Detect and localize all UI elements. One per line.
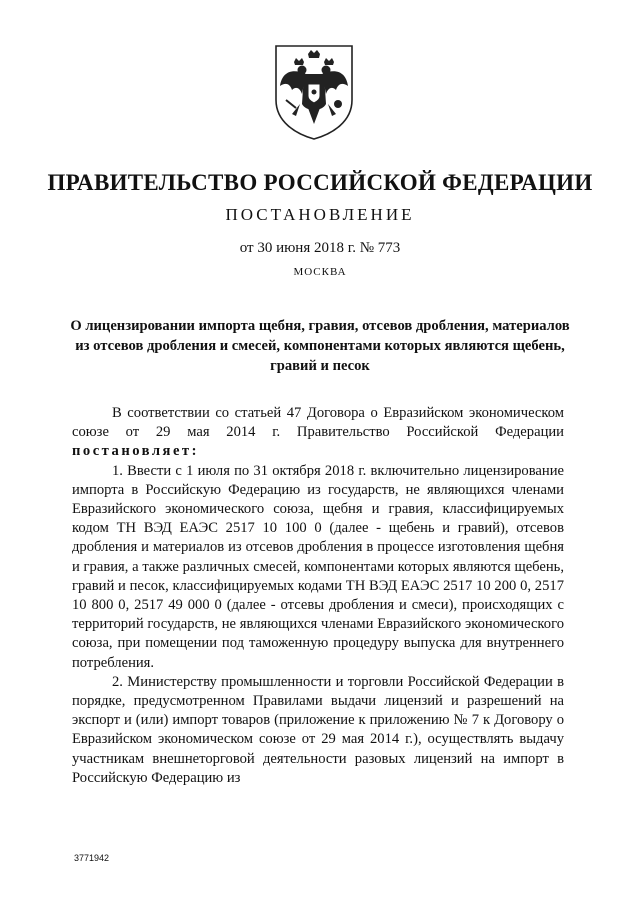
document-body [72,404,564,788]
paragraph-1: 1. Ввести с 1 июля по 31 октября 2018 г. включительно лицензирование импорта в Российскую Федерацию из государств, не являющихся членами Евразийского экономического союза, щебня и гравия, классифицируемых кодом ТН ВЭД ЕАЭС 2517 10 100 0 (далее - щебень и гравий), отсевов дробления и материалов из отсевов дробления в процессе изготовления щебня и гравия, а также различных смесей, компонентами которых являются щебень, гравий и песок, классифицируемых кодами ТН ВЭД ЕАЭС 2517 10 200 0, 2517 10 800 0, 2517 49 000 0 (далее - отсевы дробления и смеси), происходящих с территорий государств, не являющихся членами Евразийского экономического союза, при помещении под таможенную процедуру выпуска для внутреннего потребления. [72,462,564,671]
document-type: ПОСТАНОВЛЕНИЕ [225,205,415,224]
russian-coat-of-arms-icon [272,42,356,142]
government-title: ПРАВИТЕЛЬСТВО РОССИЙСКОЙ ФЕДЕРАЦИИ [47,170,593,195]
document-code: 3771942 [74,853,110,863]
document-city: МОСКВА [293,266,347,278]
intro-emphasis: постановляет: [72,443,199,460]
intro-paragraph [72,404,564,462]
paragraph-2: 2. Министерству промышленности и торговли Российской Федерации в порядке, предусмотренном Правилами выдачи лицензий и разрешений на экспорт и (или) импорт товаров (приложение к приложению № 7 к Договору о Евразийском экономическом союзе от 29 мая 2014 г.), осуществлять выдачу участникам внешнеторговой деятельности разовых лицензий на импорт в Российскую Федерацию из [72,673,564,786]
document-date-number: от 30 июня 2018 г. № 773 [239,240,401,256]
document-heading: О лицензировании импорта щебня, гравия, отсевов дробления, материалов из отсевов дробления и смесей, компонентами которых являются щебень, гравий и песок [70,318,570,374]
intro-text: В соответствии со статьей 47 Договора о Евразийском экономическом союзе от 29 мая 2014 г. Правительство Российской Федерации [72,405,564,441]
